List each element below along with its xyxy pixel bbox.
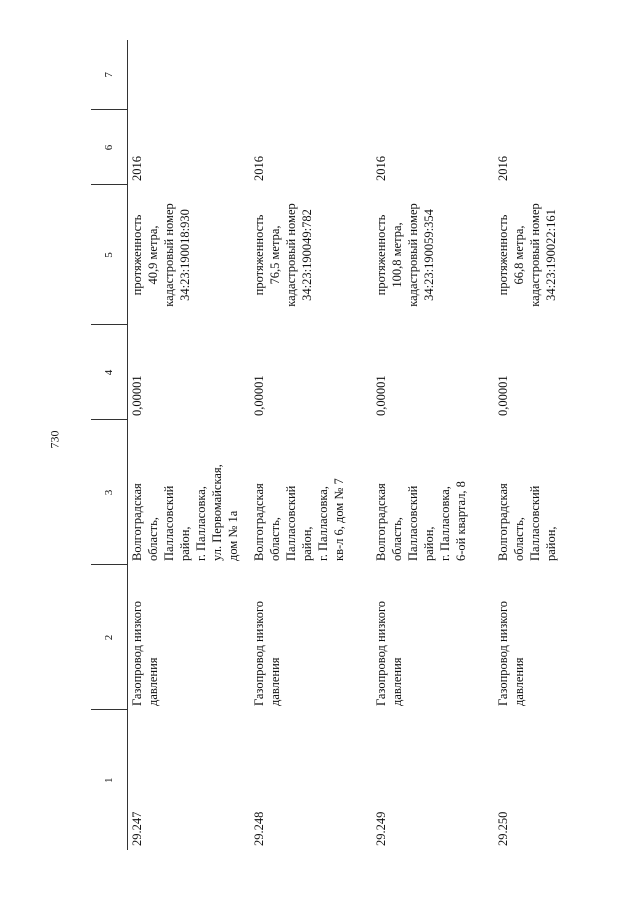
address-cell-line: 6-ой квартал, 8 [454,481,468,561]
object-name-cell-line: давления [268,657,282,706]
object-name-cell-line: Газопровод низкого [496,600,510,706]
year-cell: 2016 [496,156,510,181]
description-cell-line: протяженность [252,214,266,296]
table-row [128,40,251,850]
address-cell-line: Волгоградская [130,483,144,561]
description-cell-line: 66,8 метра, [512,225,526,285]
column-header: 3 [91,420,128,565]
description-cell-line: 76,5 метра, [268,225,282,285]
address-cell-line: Палласовский [528,485,542,561]
object-name-cell-line: Газопровод низкого [374,600,388,706]
column-number-header [91,40,128,850]
description-cell-line: кадастровый номер [162,203,176,307]
object-name-cell [250,565,372,710]
row-number-cell: 29.249 [374,811,388,846]
address-cell-line: Волгоградская [252,483,266,561]
address-cell-line: ул. Первомайская, [210,464,224,561]
column-header: 4 [91,325,128,420]
object-name-cell-line: давления [390,657,404,706]
address-cell-line: область, [268,517,282,561]
description-cell-line: 34:23:190049:782 [300,209,314,301]
address-cell [128,420,251,565]
year-cell: 2016 [252,156,266,181]
description-cell-line: 100,8 метра, [390,222,404,288]
description-cell-line: 34:23:190018:930 [178,209,192,301]
object-name-cell [128,565,251,710]
address-cell-line: Палласовский [284,485,298,561]
value-cell: 0,00001 [130,375,144,416]
address-cell-line: область, [146,517,160,561]
address-cell-line: Палласовский [162,485,176,561]
extra-cell [128,40,251,110]
address-cell-line: район, [178,526,192,561]
extra-cell [372,40,494,110]
object-name-cell-line: Газопровод низкого [252,600,266,706]
description-cell-line: протяженность [130,214,144,296]
object-name-cell-line: давления [512,657,526,706]
extra-cell [250,40,372,110]
description-cell [494,185,616,325]
column-header: 2 [91,565,128,710]
year-cell: 2016 [130,156,144,181]
address-cell-line: дом № 1а [226,510,240,561]
value-cell: 0,00001 [252,375,266,416]
description-cell-line: кадастровый номер [406,203,420,307]
address-cell-line: Палласовский [406,485,420,561]
description-cell-line: кадастровый номер [528,203,542,307]
description-cell-line: 34:23:190059:354 [422,209,436,301]
address-cell-line: Волгоградская [374,483,388,561]
description-cell-line: 34:23:190022:161 [544,209,558,301]
description-cell [372,185,494,325]
year-cell: 2016 [374,156,388,181]
address-cell-line: район, [422,526,436,561]
column-header: 1 [91,710,128,850]
address-cell-line: район, [544,526,558,561]
value-cell: 0,00001 [374,375,388,416]
address-cell-line: г. Палласовка, [438,486,452,561]
address-cell-line: кв-л 6, дом № 7 [332,478,346,561]
row-number-cell: 29.248 [252,811,266,846]
object-name-cell [494,565,616,710]
object-name-cell [372,565,494,710]
address-cell [494,420,616,565]
description-cell-line: протяженность [374,214,388,296]
address-cell-line: район, [300,526,314,561]
address-cell [372,420,494,565]
column-header: 7 [91,40,128,110]
rotated-table-container [91,40,616,850]
address-cell [250,420,372,565]
description-cell-line: протяженность [496,214,510,296]
extra-cell [494,40,616,110]
column-header: 6 [91,110,128,185]
description-cell [250,185,372,325]
address-cell-line: Волгоградская [496,483,510,561]
address-cell-line: г. Палласовка, [316,486,330,561]
address-cell-line: область, [512,517,526,561]
description-cell [128,185,251,325]
address-cell-line: область, [390,517,404,561]
description-cell-line: 40,9 метра, [146,225,160,285]
property-table [91,40,616,850]
table-row [250,40,372,850]
column-header: 5 [91,185,128,325]
table-row [372,40,494,850]
address-cell-line: г. Палласовка, [194,486,208,561]
row-number-cell: 29.247 [130,811,144,846]
table-row [494,40,616,850]
row-number-cell: 29.250 [496,811,510,846]
object-name-cell-line: давления [146,657,160,706]
page-number: 730 [47,430,62,449]
object-name-cell-line: Газопровод низкого [130,600,144,706]
description-cell-line: кадастровый номер [284,203,298,307]
value-cell: 0,00001 [496,375,510,416]
